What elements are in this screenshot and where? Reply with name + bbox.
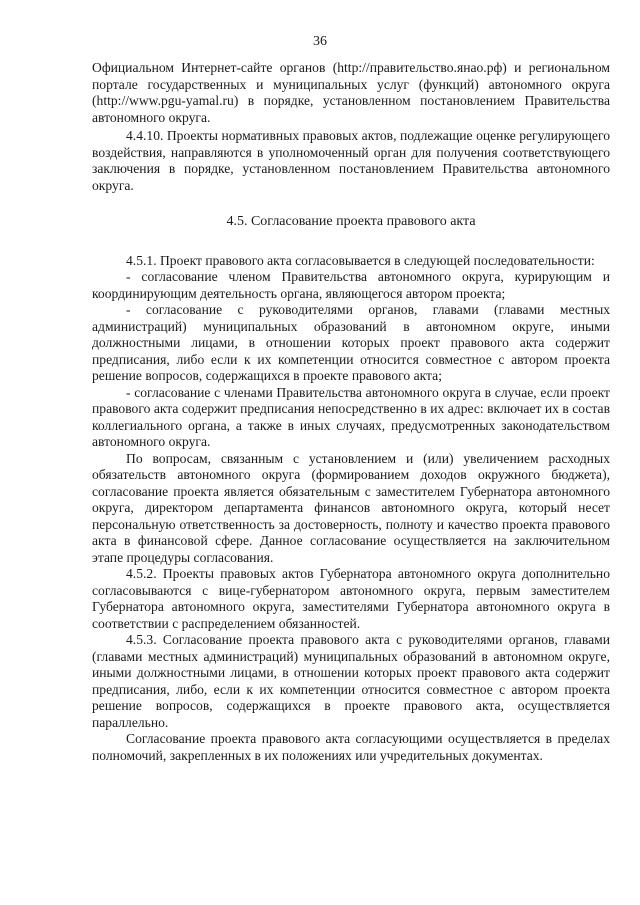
- page-number: 36: [313, 34, 327, 49]
- paragraph-financial-obligations: По вопросам, связанным с установлением и (или) увеличением расходных обязательств автономного округа (формированием доходов окружного бюджета), согласование проекта является обязательным с заместителем Губернатора автономного округа, директором департамента финансов автономного округа, который несет персональную ответственность за достоверность, полноту и качество проекта правового акта в финансовой сфере. Данное согласование осуществляется на заключительном этапе процедуры согласования.: [92, 450, 610, 565]
- document-body: [92, 60, 610, 764]
- section-heading-4-5: 4.5. Согласование проекта правового акта: [226, 214, 476, 229]
- list-item-government-member: - согласование членом Правительства автономного округа, курирующим и координирующим деятельность органа, являющегося автором проекта;: [92, 269, 610, 301]
- paragraph-approval-scope: Согласование проекта правового акта согласующими осуществляется в пределах полномочий, закрепленных в их положениях или учредительных документах.: [92, 731, 610, 763]
- paragraph-4-5-2: 4.5.2. Проекты правовых актов Губернатора автономного округа дополнительно согласовываются с вице-губернатором автономного округа, первым заместителем Губернатора автономного округа, заместителями Губернатора автономного округа в соответствии с распределением обязанностей.: [92, 566, 610, 631]
- paragraph-portal-publication: Официальном Интернет-сайте органов (http://правительство.янао.рф) и региональном портале государственных и муниципальных услуг (функций) автономного округа (http://www.pgu-yamal.ru) в порядке, установленном постановлением Правительства автономного округа.: [92, 60, 610, 125]
- list-item-government-members: - согласование с членами Правительства автономного округа в случае, если проект правового акта содержит предписания непосредственно в их адрес: включает их в состав коллегиального органа, а также в иных случаях, предусмотренных законодательством автономного округа.: [92, 384, 610, 449]
- list-item-heads-of-bodies: - согласование с руководителями органов, главами (главами местных администраций) муниципальных образований в автономном округе, иными должностными лицами, в отношении которых проект правового акта содержит предписания, либо если к их компетенции относится совместное с автором проекта решение вопросов, содержащихся в проекте правового акта;: [92, 302, 610, 383]
- paragraph-4-4-10: 4.4.10. Проекты нормативных правовых актов, подлежащие оценке регулирующего воздействия, направляются в уполномоченный орган для получения соответствующего заключения в порядке, установленном постановлением Правительства автономного округа.: [92, 128, 610, 193]
- paragraph-4-5-1: 4.5.1. Проект правового акта согласовывается в следующей последовательности:: [126, 252, 595, 268]
- paragraph-4-5-3: 4.5.3. Согласование проекта правового акта с руководителями органов, главами (главами местных администраций) муниципальных образований в автономном округе, иными должностными лицами, в отношении которых проект правового акта содержит предписания, либо, если к их компетенции относится совместное с автором проекта решение вопросов, содержащихся в проекте правового акта, осуществляется параллельно.: [92, 632, 610, 730]
